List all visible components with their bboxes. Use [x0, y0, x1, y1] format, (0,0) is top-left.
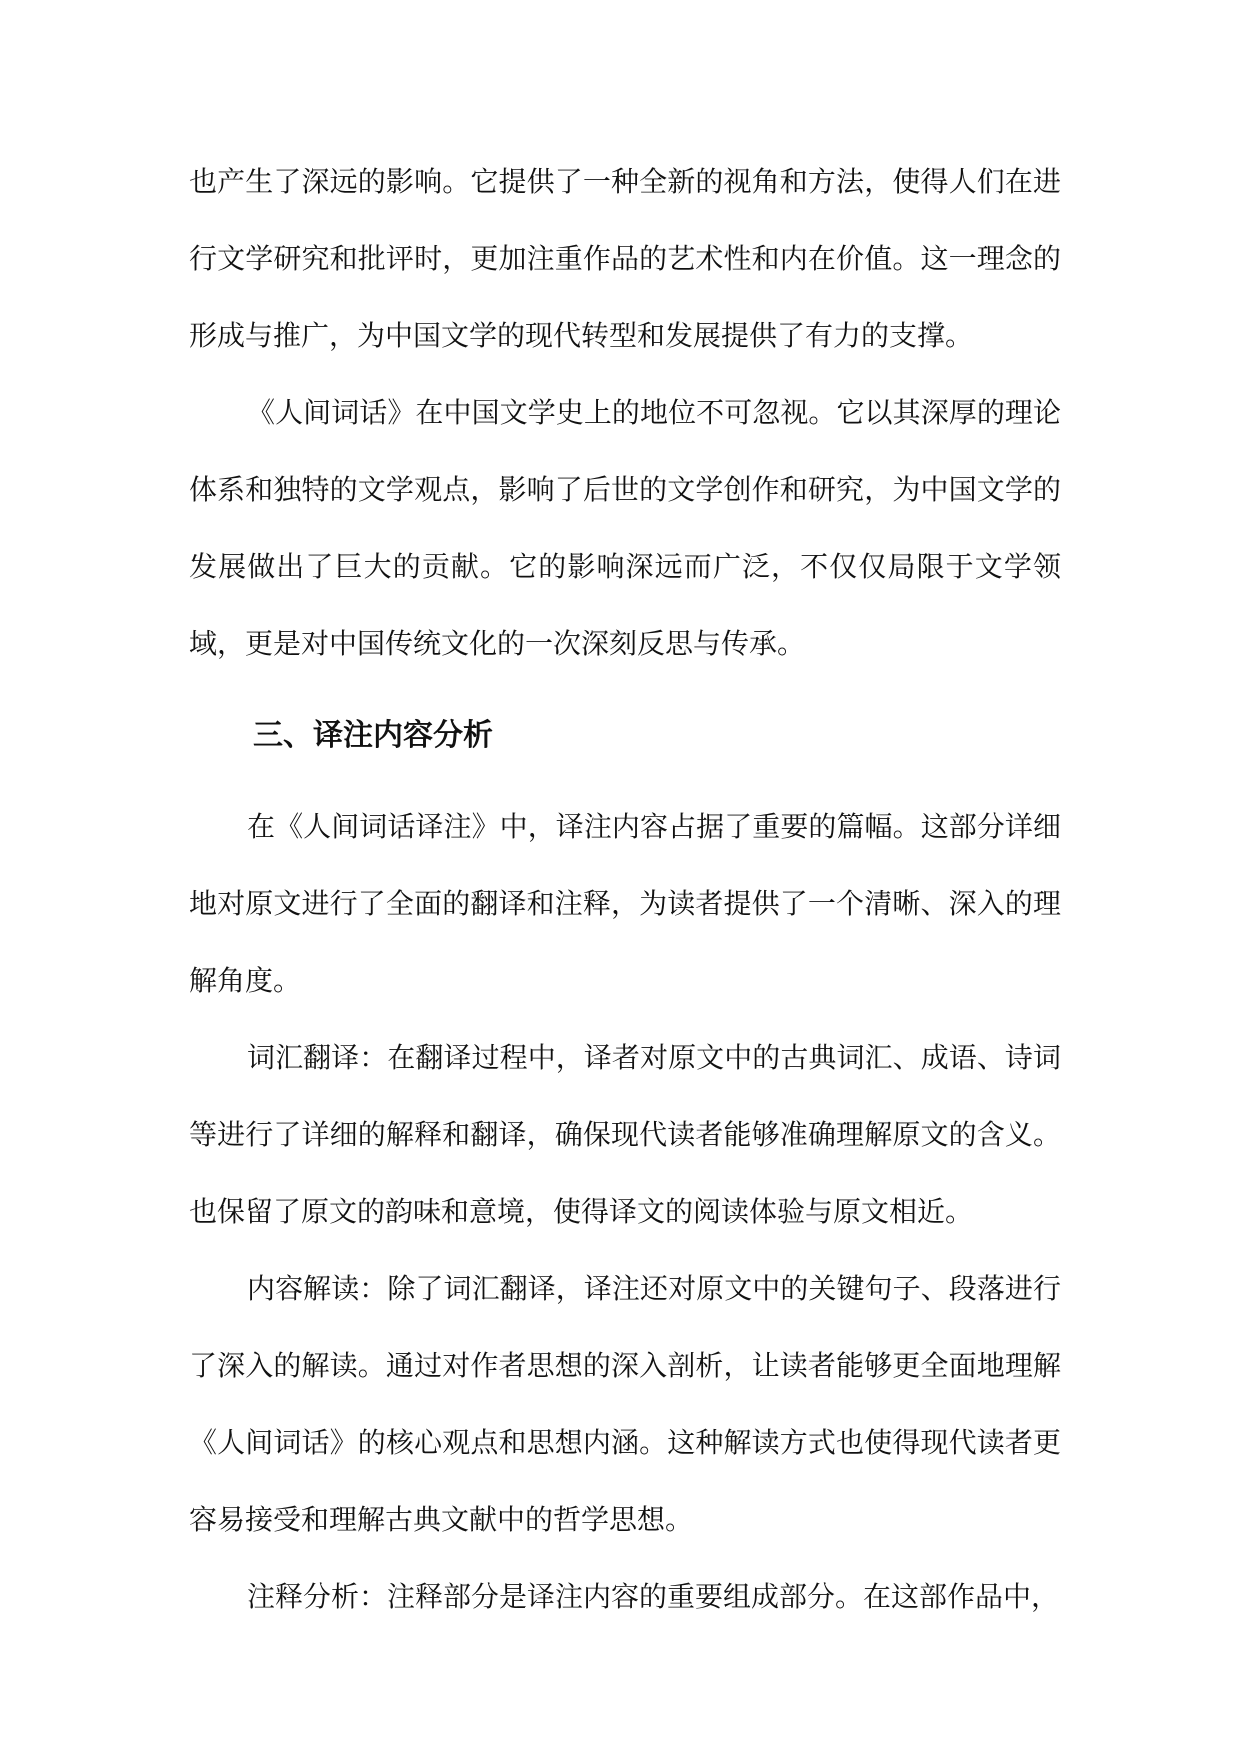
paragraph-annotation: 注释分析：注释部分是译注内容的重要组成部分。在这部作品中， [247, 1580, 1060, 1613]
paragraph-interpretation: 内容解读：除了词汇翻译，译注还对原文中的关键句子、段落进行了深入的解读。通过对作者思想的深入剖析，让读者能够更全面地理解《人间词话》的核心观点和思想内涵。这种解读方式也使得现代读者更容易接受和理解古典文献中的哲学思想。 [189, 1272, 1061, 1536]
page-body [189, 143, 1061, 1635]
paragraph-significance: 《人间词话》在中国文学史上的地位不可忽视。它以其深厚的理论体系和独特的文学观点，影响了后世的文学创作和研究，为中国文学的发展做出了巨大的贡献。它的影响深远而广泛，不仅仅局限于文学领域，更是对中国传统文化的一次深刻反思与传承。 [189, 396, 1061, 660]
section-heading: 三、译注内容分析 [253, 718, 493, 753]
paragraph-continued: 也产生了深远的影响。它提供了一种全新的视角和方法，使得人们在进行文学研究和批评时，更加注重作品的艺术性和内在价值。这一理念的形成与推广，为中国文学的现代转型和发展提供了有力的支撑。 [189, 165, 1061, 352]
paragraph-vocabulary: 词汇翻译：在翻译过程中，译者对原文中的古典词汇、成语、诗词等进行了详细的解释和翻译，确保现代读者能够准确理解原文的含义。也保留了原文的韵味和意境，使得译文的阅读体验与原文相近。 [189, 1041, 1061, 1228]
paragraph-intro: 在《人间词话译注》中，译注内容占据了重要的篇幅。这部分详细地对原文进行了全面的翻译和注释，为读者提供了一个清晰、深入的理解角度。 [189, 810, 1061, 997]
